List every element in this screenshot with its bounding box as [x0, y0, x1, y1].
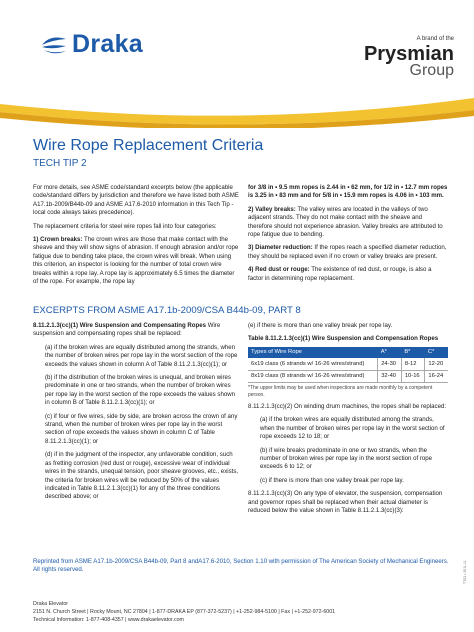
clause-d: (d) if in the judgment of the inspector, any unfavorable condition, such as fretting corrosion (red dust or rouge), excessive wear of individual wires in the strands, unequal tension, poor sheave grooves, etc., exists, the criteria for broken wires will be reduced by 50% of the values indicated in Table 8.11.2.1.3(cc)(1) for any of the three conditions described above; or: [45, 451, 239, 501]
document-code: TT02 • 2011-11: [463, 560, 467, 584]
prysmian-group: Group: [409, 62, 454, 79]
footer-company: Draka Elevator: [33, 601, 69, 607]
footer-address: 2151 N. Church Street | Rocky Mount, NC 27804 | 1-877-DRAKA EP (877-372-5237) | +1-252-984-5100 | Fax | +1-252-972-6001: [33, 608, 336, 615]
table-row: [248, 370, 448, 382]
table-cell: 32-40: [378, 370, 402, 382]
section-2-clause-c: (c) if there is more than one valley break per rope lay.: [260, 476, 404, 484]
excerpts-column-left: [33, 322, 239, 507]
red-dust-text: The existence of red dust, or rouge, is also a factor in determining rope replacement.: [248, 266, 432, 282]
intro-column-left: [33, 184, 239, 291]
table-cell: 10-16: [401, 370, 425, 382]
table-cell: 24-30: [378, 358, 402, 370]
decorative-band: [0, 90, 474, 128]
footer-technical: Technical Information: 1-877-408-4357 | www.drakaelevator.com: [33, 616, 184, 623]
valley-breaks-text: The valley wires are located in the valleys of two adjacent strands. They do not make contact with the sheave and therefore should not experience abrasion. Valley breaks are attributed to rope fatigue due to bending.: [248, 205, 443, 239]
brand-of-text: A brand of the: [416, 36, 454, 42]
table-note: *The upper limits may be used when inspections are made monthly by a competent person.: [248, 385, 433, 398]
table-cell: 12-20: [425, 358, 448, 370]
prysmian-logo: [364, 44, 454, 79]
intro-column-right: [248, 184, 448, 288]
table-header-cell: C*: [425, 347, 448, 358]
section-2-clause-a: (a) if the broken wires are equally distributed among the strands, when the number of broken wires per rope lay in the worst section of rope exceeds 12 to 18; or: [260, 416, 445, 441]
table-header-row: [248, 347, 448, 358]
table-cell: 8x19 class (8 strands w/ 16-26 wires/strand): [248, 370, 378, 382]
table-cell: 6x19 class (6 strands w/ 16-26 wires/strand): [248, 358, 378, 370]
page-title: Wire Rope Replacement Criteria: [33, 137, 264, 154]
crown-breaks-label: 1) Crown breaks:: [33, 236, 83, 244]
clause-a: (a) if the broken wires are equally distributed among the strands, when the number of broken wires per rope lay in the worst section of the rope exceeds the values shown in column A of Table 8.11.2.1.3(cc)(1); or: [45, 343, 238, 368]
red-dust-label: 4) Red dust or rouge:: [248, 266, 310, 274]
diameter-reduction-label: 3) Diameter reduction:: [248, 244, 313, 252]
section-2-intro: 8.11.2.1.3(cc)(2) On winding drum machines, the ropes shall be replaced:: [248, 403, 447, 411]
table-cell: 16-24: [425, 370, 448, 382]
table-header-cell: Types of Wire Rope: [248, 347, 378, 358]
crown-breaks-item: [33, 236, 239, 286]
excerpts-column-right: [248, 322, 448, 521]
section-1-intro: [33, 322, 239, 339]
excerpts-heading: EXCERPTS FROM ASME A17.1b-2009/CSA B44b-09, PART 8: [33, 305, 301, 316]
footer: [33, 601, 453, 624]
reprint-notice: Reprinted from ASME A17.1b-2009/CSA B44b-09, Part 8 andA17.6-2010, Section 1.10 with permission of The American Society of Mechanical Engineers. All rights reserved.: [33, 558, 449, 574]
intro-paragraph: For more details, see ASME code/standard excerpts below (the applicable code/standard differs by jurisdiction and therefore we have listed both ASME A17.1b-2009/B44b-09 and ASME A17.6-2010 information in this Tech Tip - local code always takes precedence).: [33, 184, 239, 217]
section-2-clause-b: (b) if wire breaks predominate in one or two strands, when the number of broken wires per rope lay in the worst section of rope exceeds 6 to 12; or: [260, 446, 433, 471]
red-dust-item: [248, 266, 448, 283]
clause-b: (b) if the distribution of the broken wires is unequal, and broken wires predominate in one or two strands, when the number of broken wires per rope lay in the worst section of the rope exceeds the values shown in column B of Table 8.11.2.1.3(cc)(1); or: [45, 374, 236, 407]
categories-intro: The replacement criteria for steel wire ropes fall into four categories:: [33, 222, 217, 230]
diameter-reduction-text: If the ropes reach a specified diameter reduction, they should be replaced even if no crown or valley breaks are present.: [248, 244, 447, 260]
valley-breaks-item: [248, 206, 448, 240]
section-1-text: Wire suspension and compensating ropes shall be replaced:: [33, 322, 221, 338]
table-cell: 8-12: [401, 358, 425, 370]
crown-breaks-continued: for 3/8 in • 9.5 mm ropes is 2.44 in • 62 mm, for 1/2 in • 12.7 mm ropes is 3.25 in • 83 mm and for 5/8 in • 15.9 mm ropes is 4.06 in • 103 mm.: [248, 184, 448, 200]
prysmian-name: Prysmian: [363, 43, 454, 65]
page-subtitle: TECH TIP 2: [33, 158, 87, 169]
section-1-label: 8.11.2.1.3(cc)(1) Wire Suspension and Compensating Ropes: [33, 322, 206, 329]
table-header-cell: B*: [401, 347, 425, 358]
wire-rope-table: [248, 347, 448, 383]
table-title: Table 8.11.2.1.3(cc)(1) Wire Suspension and Compensation Ropes: [248, 335, 439, 343]
diameter-reduction-item: [248, 244, 448, 261]
table-row: [248, 358, 448, 370]
crown-breaks-text: The crown wires are those that make contact with the sheave and they will show signs of abrasion. If enough abrasion and/or rope fatigue due to bending take place, the crown wires will break. When using this criterion, an inspector is looking for the number of total crown wire breaks within a rope lay. A rope lay is approximately 6.5 times the diameter of the rope. For example, the rope lay: [33, 236, 239, 286]
draka-wave-icon: [40, 34, 68, 56]
draka-logo: [40, 30, 143, 59]
clause-e: (e) if there is more than one valley break per rope lay.: [248, 322, 393, 329]
clause-c: (c) if four or five wires, side by side, are broken across the crown of any strand, when the number of broken wires per rope lay in the worst section of rope exceeds the values shown in column C of Table 8.11.2.1.3(cc)(1); or: [45, 412, 238, 445]
section-3-text: 8.11.2.1.3(cc)(3) On any type of elevator, the suspension, compensation and governor ropes shall be replaced when their actual diameter is reduced below the value shown in Table 8.11.2.1.3(cc)(3):: [248, 490, 443, 515]
draka-logo-text: Draka: [72, 30, 143, 58]
valley-breaks-label: 2) Valley breaks:: [248, 205, 296, 213]
table-header-cell: A*: [378, 347, 402, 358]
